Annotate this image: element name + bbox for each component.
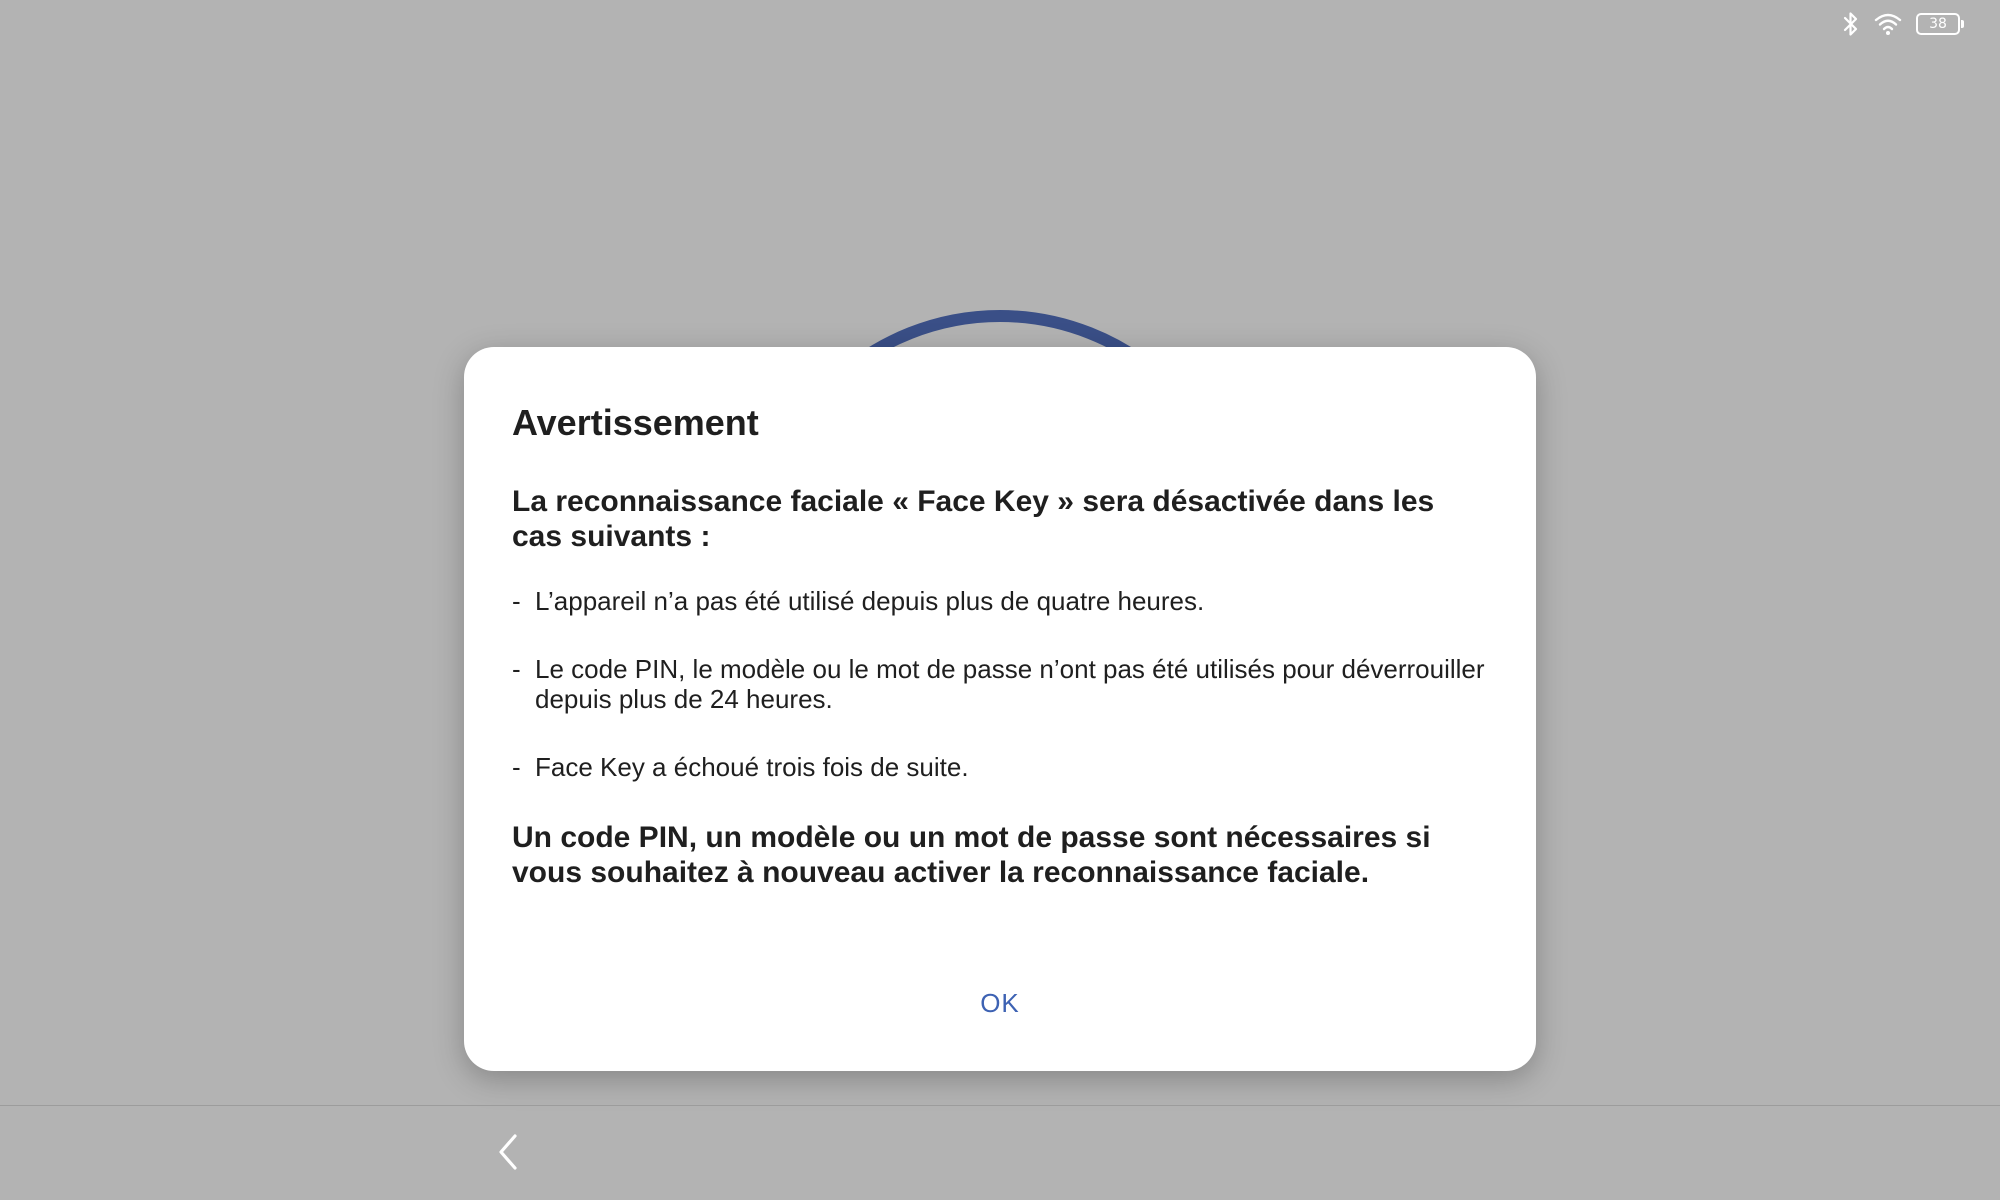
battery-level: 38: [1929, 16, 1947, 32]
list-item: [512, 752, 1488, 782]
list-item-text: Le code PIN, le modèle ou le mot de passe n’ont pas été utilisés pour déverrouiller depuis plus de 24 heures.: [535, 654, 1485, 715]
nav-divider: [0, 1105, 2000, 1106]
bluetooth-icon: [1842, 11, 1860, 37]
warning-dialog: [464, 347, 1536, 1071]
battery-icon: [1916, 13, 1960, 35]
dialog-title: Avertissement: [512, 402, 759, 443]
bullet-dash: -: [512, 752, 521, 783]
status-bar: [1842, 0, 2000, 48]
list-item-text: Face Key a échoué trois fois de suite.: [535, 752, 969, 783]
list-item: [512, 654, 1488, 714]
dialog-outro: Un code PIN, un modèle ou un mot de passe sont nécessaires si vous souhaitez à nouveau activer la reconnaissance faciale.: [512, 821, 1431, 890]
dialog-intro: La reconnaissance faciale « Face Key » sera désactivée dans les cas suivants :: [512, 485, 1435, 554]
chevron-left-icon: [496, 1132, 520, 1177]
conditions-list: [512, 586, 1488, 782]
list-item: [512, 586, 1488, 616]
bullet-dash: -: [512, 586, 521, 617]
ok-button[interactable]: OK: [930, 975, 1070, 1031]
list-item-text: L’appareil n’a pas été utilisé depuis plus de quatre heures.: [535, 586, 1205, 617]
wifi-icon: [1874, 12, 1902, 36]
bullet-dash: -: [512, 654, 521, 685]
back-button[interactable]: [484, 1130, 532, 1178]
